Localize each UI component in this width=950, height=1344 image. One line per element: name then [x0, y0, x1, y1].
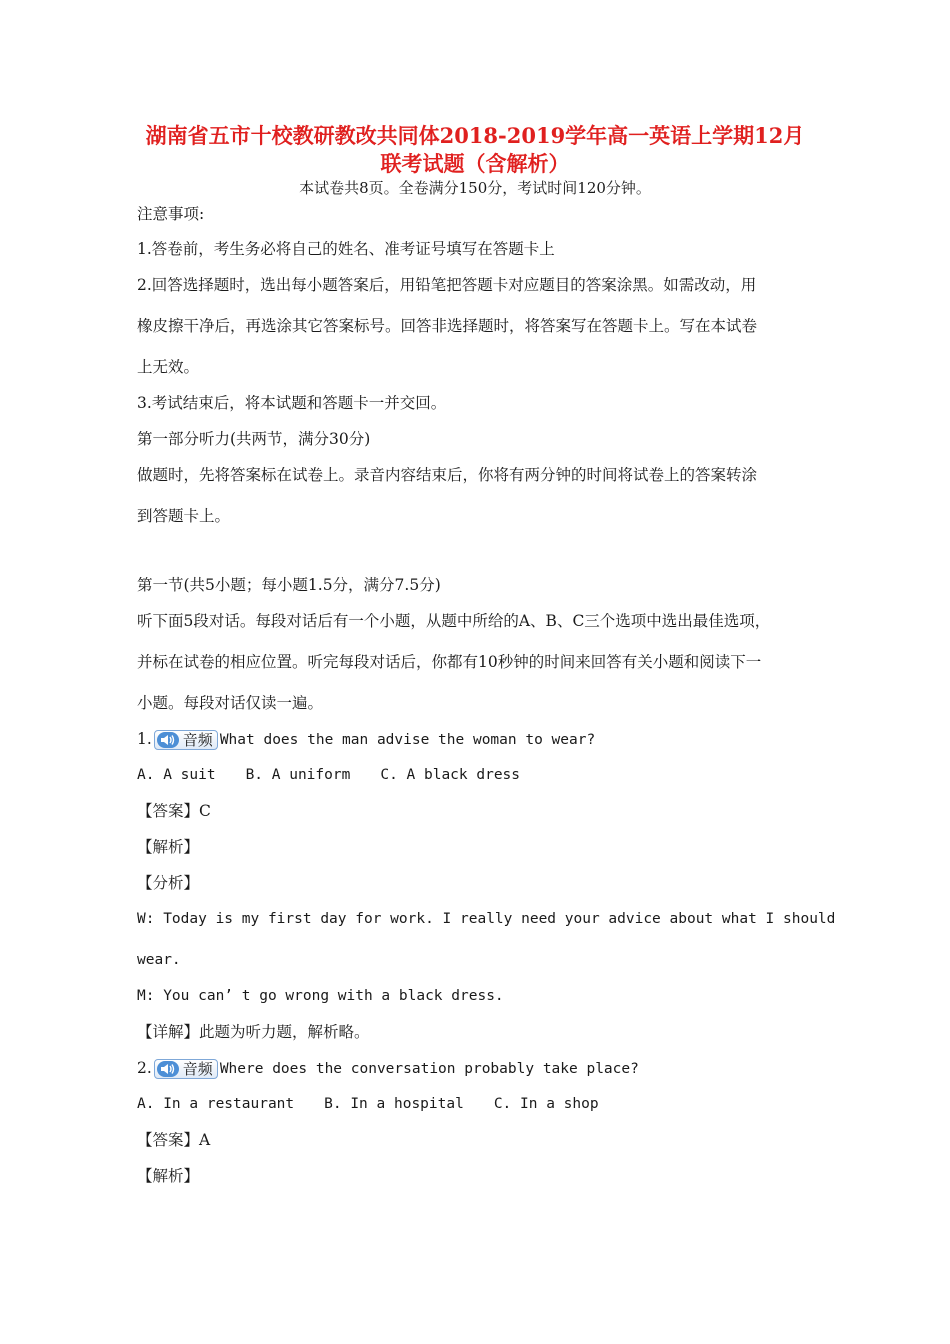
- question-1-transcript-w-line-1: W: Today is my first day for work. I really need your advice about what I should: [137, 911, 836, 927]
- question-2-text: Where does the conversation probably take place?: [219, 1061, 639, 1077]
- question-1: [137, 729, 595, 750]
- notice-2-line-2: 橡皮擦干净后，再选涂其它答案标号。回答非选择题时，将答案写在答题卡上。写在本试卷: [137, 317, 758, 335]
- speaker-icon: [157, 732, 179, 748]
- question-2-option-a: A. In a restaurant: [137, 1096, 295, 1112]
- notice-2-line-3: 上无效。: [137, 358, 200, 376]
- question-1-transcript-m: M: You can’ t go wrong with a black dress.: [137, 988, 504, 1004]
- question-1-transcript-w-line-2: wear.: [137, 952, 181, 968]
- section1-desc-line-3: 小题。每段对话仅读一遍。: [137, 694, 324, 712]
- notice-3: 3.考试结束后，将本试题和答题卡一并交回。: [137, 394, 447, 412]
- part1-desc-line-1: 做题时，先将答案标在试卷上。录音内容结束后，你将有两分钟的时间将试卷上的答案转涂: [137, 466, 758, 484]
- document-title-line-1: 湖南省五市十校教研教改共同体2018-2019学年高一英语上学期12月: [145, 123, 805, 148]
- question-1-options: [137, 765, 520, 785]
- question-1-option-b: B. A uniform: [245, 767, 351, 783]
- question-1-number: 1.: [137, 730, 152, 748]
- part1-desc-line-2: 到答题卡上。: [137, 507, 231, 525]
- question-1-audio-button[interactable]: [154, 730, 218, 750]
- question-1-option-a: A. A suit: [137, 767, 216, 783]
- audio-label: 音频: [182, 731, 213, 749]
- question-1-fenxi: 【分析】: [137, 874, 200, 892]
- question-2-options: [137, 1094, 599, 1114]
- notice-1: 1.答卷前，考生务必将自己的姓名、准考证号填写在答题卡上: [137, 240, 555, 258]
- notice-heading: 注意事项:: [137, 205, 205, 223]
- question-2: [137, 1058, 639, 1079]
- question-1-option-c: C. A black dress: [380, 767, 521, 783]
- question-2-jiexi: 【解析】: [137, 1167, 200, 1185]
- speaker-icon: [157, 1061, 179, 1077]
- question-2-audio-button[interactable]: [154, 1059, 218, 1079]
- question-1-detail: 【详解】此题为听力题，解析略。: [137, 1023, 370, 1041]
- question-2-option-c: C. In a shop: [493, 1096, 599, 1112]
- question-2-option-b: B. In a hospital: [324, 1096, 464, 1112]
- section1-desc-line-2: 并标在试卷的相应位置。听完每段对话后，你都有10秒钟的时间来回答有关小题和阅读下一: [137, 653, 762, 671]
- section1-desc-line-1: 听下面5段对话。每段对话后有一个小题，从题中所给的A、B、C三个选项中选出最佳选项，: [137, 612, 771, 630]
- question-1-text: What does the man advise the woman to wear?: [219, 732, 596, 748]
- question-2-number: 2.: [137, 1059, 152, 1077]
- question-2-answer: 【答案】A: [137, 1131, 211, 1149]
- question-1-answer: 【答案】C: [137, 802, 211, 820]
- document-title-line-2: 联考试题（含解析）: [380, 151, 570, 176]
- section1-heading: 第一节(共5小题；每小题1.5分，满分7.5分): [137, 576, 441, 594]
- notice-2-line-1: 2.回答选择题时，选出每小题答案后，用铅笔把答题卡对应题目的答案涂黑。如需改动，用: [137, 276, 757, 294]
- audio-label: 音频: [182, 1060, 213, 1078]
- exam-intro: 本试卷共8页。全卷满分150分，考试时间120分钟。: [299, 179, 651, 197]
- part1-heading: 第一部分听力(共两节，满分30分): [137, 430, 371, 448]
- question-1-jiexi: 【解析】: [137, 838, 200, 856]
